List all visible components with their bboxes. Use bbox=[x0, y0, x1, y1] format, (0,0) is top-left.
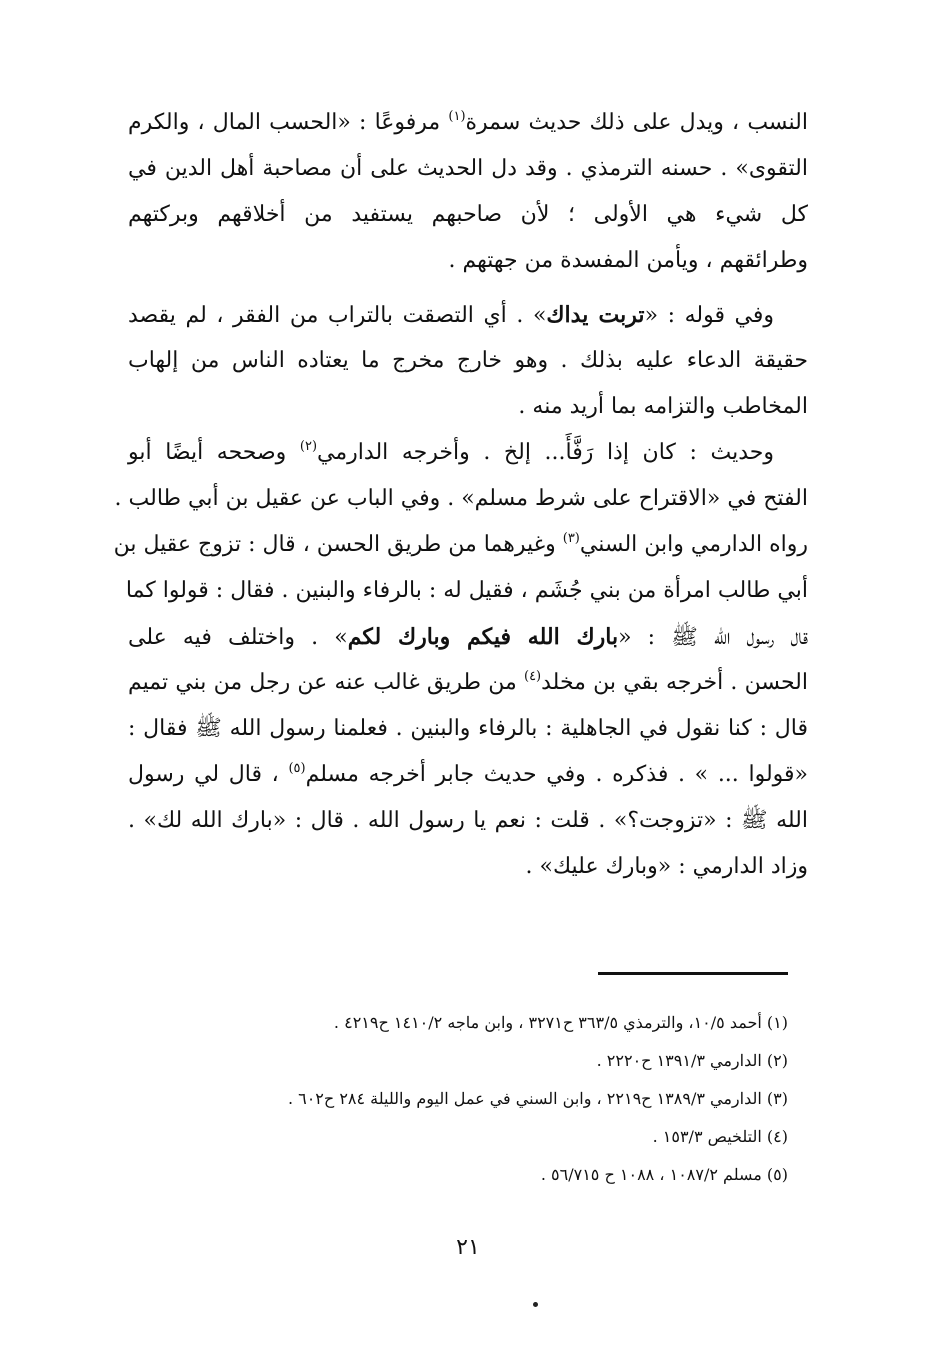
text-segment: وغيرهما من طريق الحسن ، قال : تزوج عقيل بن bbox=[113, 532, 563, 557]
footnote-marker: (١) bbox=[448, 109, 466, 124]
footnote: (٥) مسلم ١٠٨٧/٢ ، ١٠٨٨ ح ٥٦/٧١٥ . bbox=[540, 1165, 788, 1184]
text-line: التقوى» . حسنه الترمذي . وقد دل الحديث على أن مصاحبة أهل الدين في bbox=[128, 156, 808, 181]
text-segment: «قولوا ... » . فذكره . وفي حديث جابر أخرجه مسلم bbox=[305, 762, 808, 787]
text-line bbox=[128, 292, 808, 338]
footnote-marker: (٥) bbox=[288, 761, 306, 776]
text-segment: ، قال لي رسول bbox=[128, 762, 289, 787]
text-segment: » . أي التصقت بالتراب من الفقر ، لم يقصد bbox=[128, 303, 547, 328]
footnote-separator bbox=[598, 972, 788, 975]
text-segment: وحديث : كان إذا رَفَّأَ... إلخ . وأخرجه الدارمي bbox=[317, 440, 774, 465]
footnote: (١) أحمد ١٠/٥، والترمذي ٣٦٣/٥ ح٣٢٧١ ، وابن ماجه ١٤١٠/٢ ح٤٢١٩ . bbox=[333, 1013, 788, 1032]
text-line bbox=[128, 614, 808, 660]
text-segment: من طريق غالب عنه عن رجل من بني تميم bbox=[128, 670, 524, 695]
text-segment: رواه الدارمي وابن السني bbox=[579, 532, 808, 557]
text-line: كل شيء هي الأولى ؛ لأن صاحبهم يستفيد من أخلاقهم وبركتهم bbox=[128, 202, 808, 227]
text-line: قال : كنا نقول في الجاهلية : بالرفاء والبنين . فعلمنا رسول الله ﷺ فقال : bbox=[128, 716, 808, 741]
text-segment: النسب ، ويدل على ذلك حديث سمرة bbox=[465, 110, 808, 135]
text-line bbox=[128, 430, 808, 476]
footnote: (٣) الدارمي ١٣٨٩/٣ ح٢٢١٩ ، وابن السني في عمل اليوم والليلة ٢٨٤ ح٦٠٢ . bbox=[287, 1089, 788, 1108]
text-line bbox=[128, 752, 808, 798]
text-line: أبي طالب امرأة من بني جُشَم ، فقيل له : بالرفاء والبنين . فقال : قولوا كما bbox=[125, 578, 808, 603]
text-line: وطرائقهم ، ويأمن المفسدة من جهتهم . bbox=[448, 248, 808, 273]
footnote: (٤) التلخيص ١٥٣/٣ . bbox=[652, 1127, 788, 1146]
footnote-marker: (٢) bbox=[299, 439, 318, 454]
text-line: الفتح في «الاقتراح على شرط مسلم» . وفي الباب عن عقيل بن أبي طالب . bbox=[114, 486, 808, 511]
page-number: ٢١ bbox=[456, 1235, 480, 1260]
text-line bbox=[128, 660, 808, 706]
quoted-hadith: تربت يداك bbox=[546, 302, 645, 328]
main-text bbox=[113, 100, 809, 890]
text-line: حقيقة الدعاء عليه بذلك . وهو خارج مخرج ما يعتاده الناس من إلهاب bbox=[128, 348, 808, 373]
text-segment: وفي قوله : « bbox=[644, 303, 775, 328]
text-line: وزاد الدارمي : «وبارك عليك» . bbox=[525, 854, 808, 879]
footnotes bbox=[150, 1004, 788, 1194]
text-segment: وصححه أيضًا أبو bbox=[128, 440, 300, 465]
text-segment: قال رسول الله ﷺ : « bbox=[618, 625, 809, 650]
text-segment: مرفوعًا : «الحسب المال ، والكرم bbox=[128, 110, 449, 135]
text-line: المخاطب والتزامه بما أريد منه . bbox=[518, 394, 808, 419]
text-line bbox=[128, 100, 808, 146]
footnote: (٢) الدارمي ١٣٩١/٣ ح٢٢٢٠ . bbox=[596, 1051, 788, 1070]
text-line bbox=[113, 522, 808, 568]
text-segment: الحسن . أخرجه بقي بن مخلد bbox=[541, 670, 808, 695]
scan-speck bbox=[533, 1302, 538, 1307]
quoted-hadith: بارك الله فيكم وبارك لكم bbox=[347, 624, 619, 650]
text-segment: » . واختلف فيه على bbox=[128, 625, 348, 650]
footnote-marker: (٣) bbox=[562, 531, 580, 546]
footnote-marker: (٤) bbox=[523, 669, 542, 684]
text-line: الله ﷺ : «تزوجت؟» . قلت : نعم يا رسول الله . قال : «بارك الله لك» . bbox=[128, 808, 808, 833]
